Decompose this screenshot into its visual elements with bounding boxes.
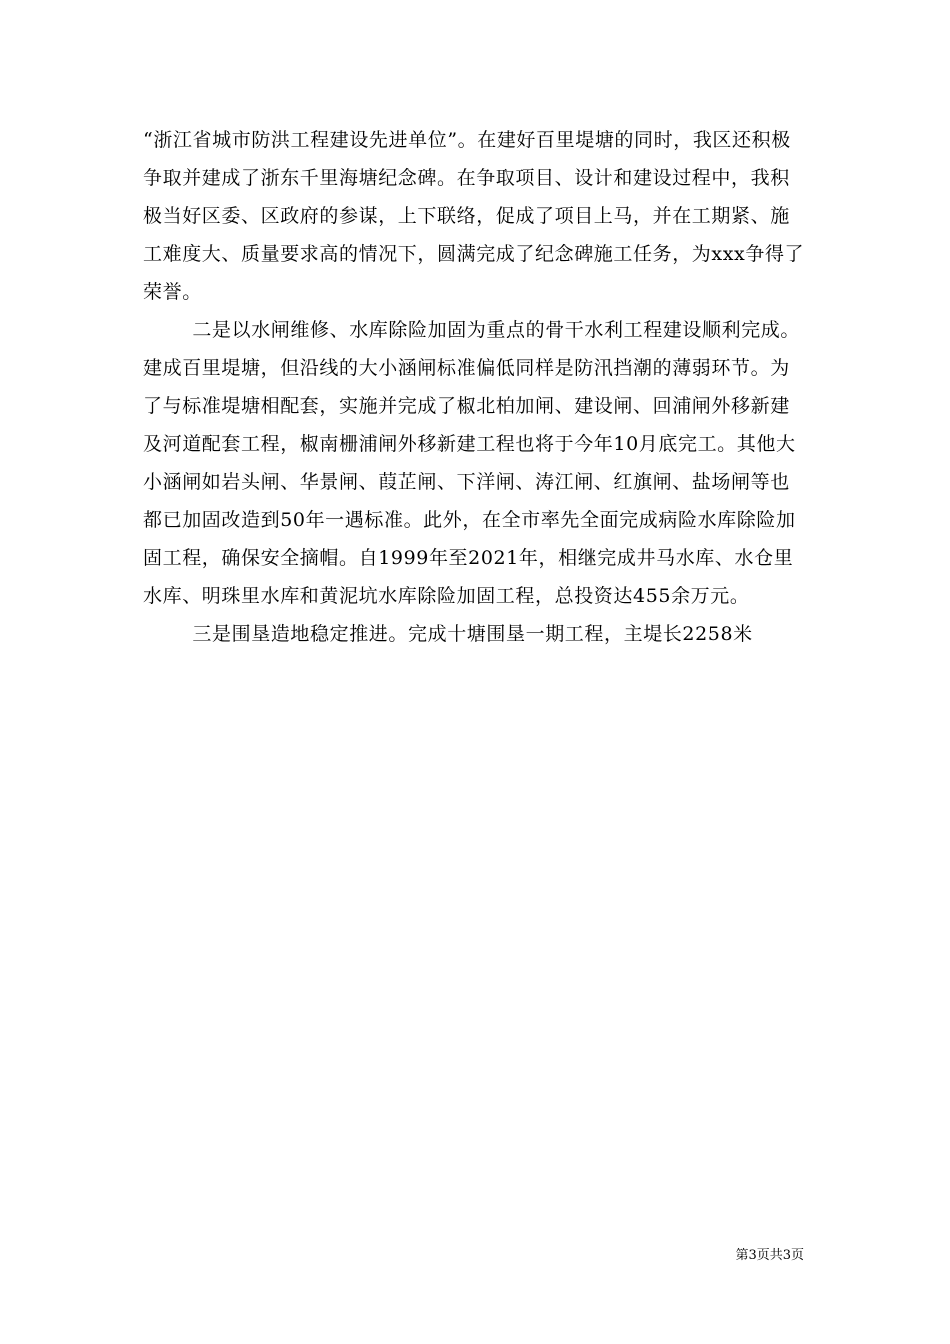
- document-body: [143, 121, 808, 653]
- page-number: 第3页共3页: [735, 1248, 804, 1263]
- paragraph-continuation: “浙江省城市防洪工程建设先进单位”。在建好百里堤塘的同时，我区还积极争取并建成了浙东千里海塘纪念碑。在争取项目、设计和建设过程中，我积极当好区委、区政府的参谋，上下联络，促成了项目上马，并在工期紧、施工难度大、质量要求高的情况下，圆满完成了纪念碑施工任务，为xxx争得了荣誉。: [143, 129, 805, 303]
- paragraph-reclamation: 三是围垦造地稳定推进。完成十塘围垦一期工程，主堤长2258米: [192, 623, 753, 645]
- paragraph-sluice-reservoir: 二是以水闸维修、水库除险加固为重点的骨干水利工程建设顺利完成。建成百里堤塘，但沿线的大小涵闸标准偏低同样是防汛挡潮的薄弱环节。为了与标准堤塘相配套，实施并完成了椒北柏加闸、建设闸、回浦闸外移新建及河道配套工程，椒南栅浦闸外移新建工程也将于今年10月底完工。其他大小涵闸如岩头闸、华景闸、葭芷闸、下洋闸、涛江闸、红旗闸、盐场闸等也都已加固改造到50年一遇标准。此外，在全市率先全面完成病险水库除险加固工程，确保安全摘帽。自1999年至2021年，相继完成井马水库、水仓里水库、明珠里水库和黄泥坑水库除险加固工程，总投资达455余万元。: [143, 319, 800, 607]
